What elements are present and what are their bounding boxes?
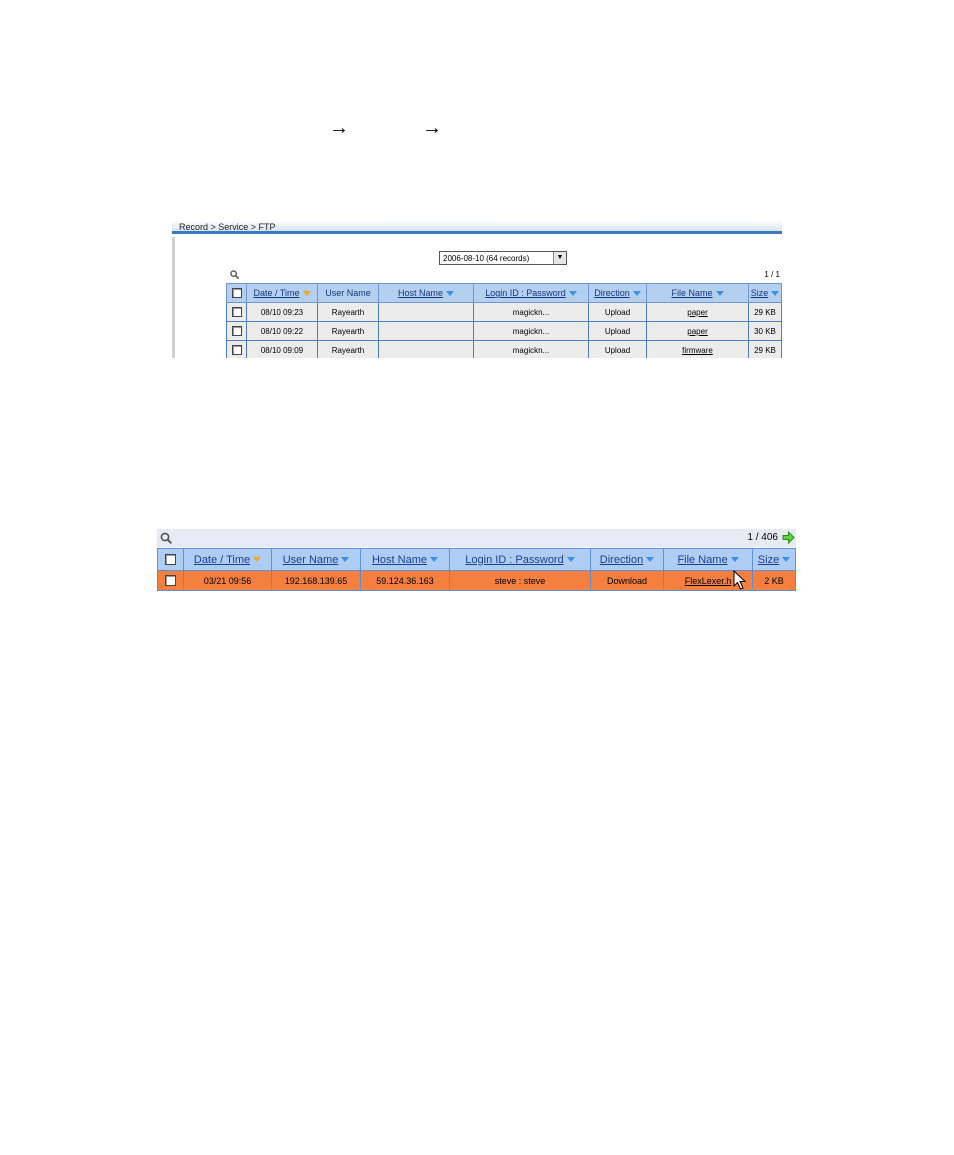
- select-all-checkbox[interactable]: [232, 288, 242, 298]
- breadcrumb: Record > Service > FTP: [172, 220, 782, 234]
- cell-user: Rayearth: [318, 322, 379, 341]
- row-checkbox[interactable]: [165, 575, 176, 586]
- cell-user: Rayearth: [318, 303, 379, 322]
- sidebar-edge: [172, 237, 175, 358]
- page-indicator: 1 / 406: [747, 532, 778, 543]
- col-label: User Name: [325, 288, 371, 298]
- ftp-detail-screenshot: [157, 529, 796, 591]
- row-checkbox[interactable]: [232, 326, 242, 336]
- file-link[interactable]: paper: [687, 326, 708, 336]
- row-check-cell: [227, 303, 247, 322]
- cell-size: 29 KB: [749, 303, 782, 322]
- col-host-name[interactable]: [361, 549, 450, 571]
- chevron-down-icon[interactable]: ▼: [553, 252, 566, 264]
- col-size[interactable]: [753, 549, 796, 571]
- sort-icon: [430, 557, 438, 562]
- date-select[interactable]: [439, 251, 567, 265]
- col-label[interactable]: File Name: [671, 288, 713, 298]
- file-link[interactable]: FlexLexer.h: [684, 575, 732, 586]
- col-direction[interactable]: [591, 549, 664, 571]
- col-label[interactable]: Date / Time: [253, 288, 300, 298]
- cell-login: magickn...: [474, 303, 589, 322]
- date-select-value: 2006-08-10 (64 records): [443, 254, 530, 263]
- cell-date: 08/10 09:23: [247, 303, 318, 322]
- next-page-arrow-icon[interactable]: [782, 531, 795, 544]
- col-user-name: [318, 284, 379, 303]
- col-direction[interactable]: [589, 284, 647, 303]
- file-link[interactable]: firmware: [682, 345, 713, 355]
- cell-direction: Upload: [589, 341, 647, 359]
- sort-icon: [646, 557, 654, 562]
- col-user-name[interactable]: [272, 549, 361, 571]
- table-row[interactable]: [227, 322, 782, 341]
- table-row[interactable]: [227, 341, 782, 359]
- col-label[interactable]: Host Name: [397, 288, 443, 298]
- cell-login: magickn...: [474, 341, 589, 359]
- col-login-password[interactable]: [474, 284, 589, 303]
- col-date-time[interactable]: [184, 549, 272, 571]
- col-label[interactable]: Direction: [594, 288, 630, 298]
- cell-file: [647, 303, 749, 322]
- col-host-name[interactable]: [379, 284, 474, 303]
- table-toolbar: [157, 529, 796, 547]
- cell-login: steve : steve: [450, 571, 591, 591]
- cell-direction: Download: [591, 571, 664, 591]
- sort-icon: [716, 291, 724, 296]
- cell-size: 29 KB: [749, 341, 782, 359]
- sort-icon: [771, 291, 779, 296]
- sort-icon: [782, 557, 790, 562]
- col-size[interactable]: [749, 284, 782, 303]
- col-label[interactable]: Direction: [599, 553, 644, 566]
- cell-size: 2 KB: [753, 571, 796, 591]
- cell-direction: Upload: [589, 322, 647, 341]
- sort-icon: [633, 291, 641, 296]
- page-indicator: 1 / 1: [764, 270, 780, 279]
- table-row[interactable]: [158, 571, 796, 591]
- mouse-cursor-icon: [733, 570, 747, 590]
- cell-date: 08/10 09:09: [247, 341, 318, 359]
- col-date-time[interactable]: [247, 284, 318, 303]
- search-icon[interactable]: [160, 532, 172, 544]
- file-link[interactable]: paper: [687, 307, 708, 317]
- cell-user: Rayearth: [318, 341, 379, 359]
- sort-icon: [731, 557, 739, 562]
- row-checkbox[interactable]: [232, 307, 242, 317]
- cell-date: 08/10 09:22: [247, 322, 318, 341]
- col-label[interactable]: User Name: [282, 553, 339, 566]
- col-label[interactable]: Login ID : Password: [485, 288, 566, 298]
- col-label[interactable]: Size: [757, 553, 780, 566]
- col-label[interactable]: File Name: [677, 553, 728, 566]
- col-login-password[interactable]: [450, 549, 591, 571]
- ftp-table: [157, 548, 796, 591]
- select-all-cell: [227, 284, 247, 303]
- sort-icon: [341, 557, 349, 562]
- col-label[interactable]: Host Name: [371, 553, 428, 566]
- select-all-cell: [158, 549, 184, 571]
- cell-host: [379, 303, 474, 322]
- cell-file: [647, 322, 749, 341]
- arrow-icon: →: [422, 117, 442, 139]
- cell-file: [647, 341, 749, 359]
- cell-host: [379, 322, 474, 341]
- sort-desc-icon: [303, 291, 311, 296]
- ftp-table: [226, 283, 782, 358]
- table-header: [227, 284, 782, 303]
- cell-direction: Upload: [589, 303, 647, 322]
- col-label[interactable]: Date / Time: [193, 553, 251, 566]
- col-label[interactable]: Size: [750, 288, 769, 298]
- cell-date: 03/21 09:56: [184, 571, 272, 591]
- col-label[interactable]: Login ID : Password: [465, 553, 564, 566]
- table-header: [158, 549, 796, 571]
- col-file-name[interactable]: [647, 284, 749, 303]
- select-all-checkbox[interactable]: [165, 554, 176, 565]
- cell-host: 59.124.36.163: [361, 571, 450, 591]
- sort-icon: [446, 291, 454, 296]
- col-file-name[interactable]: [664, 549, 753, 571]
- cell-host: [379, 341, 474, 359]
- sort-icon: [569, 291, 577, 296]
- arrow-icon: →: [329, 117, 349, 139]
- row-check-cell: [158, 571, 184, 591]
- cell-login: magickn...: [474, 322, 589, 341]
- table-row[interactable]: [227, 303, 782, 322]
- cell-size: 30 KB: [749, 322, 782, 341]
- ftp-record-screenshot: [172, 220, 782, 358]
- search-icon[interactable]: [230, 270, 239, 279]
- row-check-cell: [227, 322, 247, 341]
- row-check-cell: [227, 341, 247, 359]
- row-checkbox[interactable]: [232, 345, 242, 355]
- sort-desc-icon: [253, 557, 261, 562]
- cell-user: 192.168.139.65: [272, 571, 361, 591]
- sort-icon: [567, 557, 575, 562]
